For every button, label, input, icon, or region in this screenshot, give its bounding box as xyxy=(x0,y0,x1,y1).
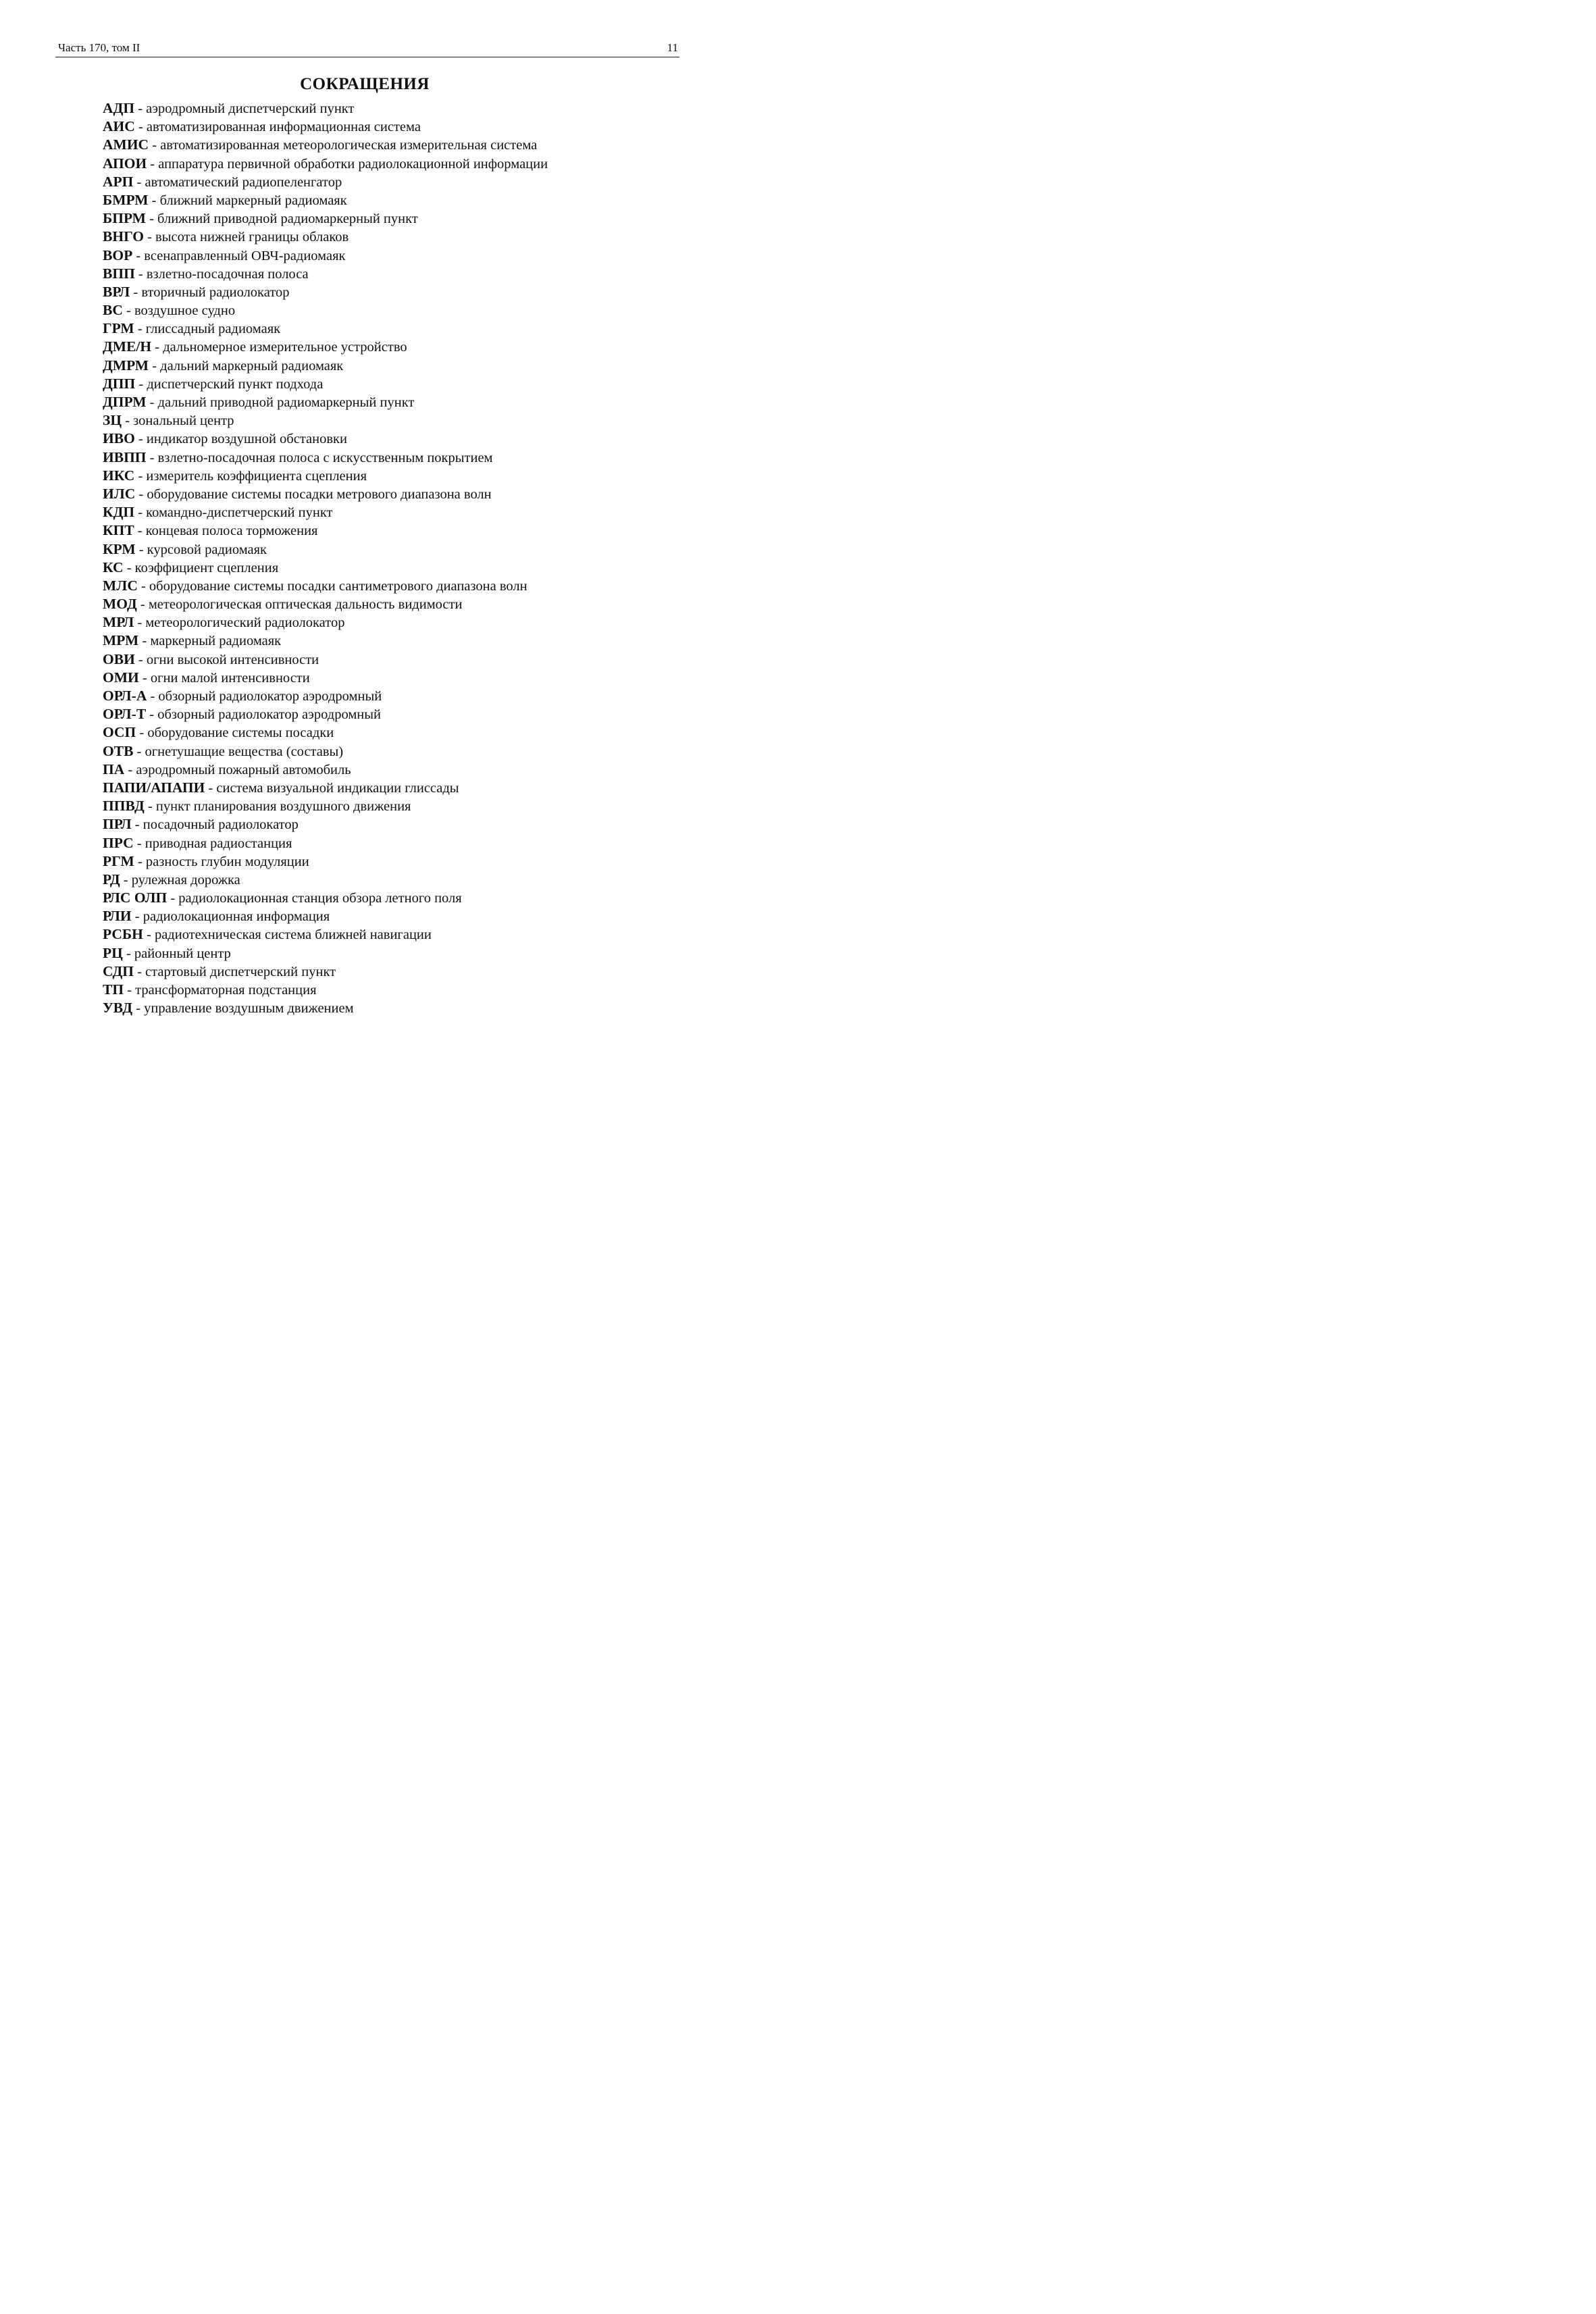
abbreviation-definition: - командно-диспетчерский пункт xyxy=(134,505,333,521)
abbreviation-entry xyxy=(103,577,697,595)
abbreviation-definition: - управление воздушным движением xyxy=(132,1001,354,1017)
abbreviation-entry xyxy=(103,411,697,430)
abbreviation-definition: - автоматизированная информационная система xyxy=(134,120,421,135)
abbreviation-definition: - оборудование системы посадки xyxy=(136,725,334,741)
abbreviation-definition: - метеорологический радиолокатор xyxy=(134,615,345,631)
abbreviation-entry xyxy=(103,338,697,356)
page-number: 11 xyxy=(667,41,678,54)
abbreviation-term: ОВИ xyxy=(103,650,135,667)
abbreviation-definition: - зональный центр xyxy=(122,413,234,429)
abbreviation-definition: - вторичный радиолокатор xyxy=(130,284,290,300)
abbreviation-entry xyxy=(103,467,697,485)
abbreviation-term: РЛИ xyxy=(103,908,132,925)
abbreviation-term: АПОИ xyxy=(103,155,147,172)
abbreviation-term: АДП xyxy=(103,100,135,116)
abbreviation-definition: - дальний приводной радиомаркерный пункт xyxy=(146,395,415,410)
running-header: Часть 170, том II xyxy=(58,41,140,54)
abbreviation-term: ВПП xyxy=(103,265,135,282)
abbreviation-term: БМРМ xyxy=(103,191,149,208)
abbreviation-definition: - обзорный радиолокатор аэродромный xyxy=(147,689,382,704)
abbreviation-definition: - взлетно-посадочная полоса xyxy=(134,266,309,282)
abbreviation-definition: - радиолокационная информация xyxy=(131,909,330,925)
abbreviation-definition: - измеритель коэффициента сцепления xyxy=(134,468,367,484)
abbreviation-entry xyxy=(103,301,697,319)
abbreviation-definition: - метеорологическая оптическая дальность видимости xyxy=(136,597,463,613)
abbreviation-term: ТП xyxy=(103,981,124,998)
abbreviation-term: РГМ xyxy=(103,852,134,869)
abbreviation-definition: - огни малой интенсивности xyxy=(138,670,310,686)
abbreviation-entry xyxy=(103,742,697,761)
abbreviation-entry xyxy=(103,375,697,393)
abbreviation-definition: - аэродромный пожарный автомобиль xyxy=(124,762,351,777)
abbreviation-definition: - автоматизированная метеорологическая измерительная система xyxy=(149,138,538,153)
abbreviation-entry xyxy=(103,889,697,907)
abbreviation-entry xyxy=(103,981,697,999)
abbreviation-term: ДПРМ xyxy=(103,394,147,410)
abbreviation-term: ОРЛ-А xyxy=(103,688,147,704)
abbreviation-definition: - радиолокационная станция обзора летного поля xyxy=(167,891,462,906)
abbreviation-entry xyxy=(103,191,697,209)
abbreviation-entry xyxy=(103,632,697,650)
abbreviation-term: ОТВ xyxy=(103,742,134,759)
abbreviation-entry xyxy=(103,136,697,154)
abbreviation-term: РСБН xyxy=(103,926,143,943)
abbreviation-entry xyxy=(103,247,697,265)
abbreviation-entry xyxy=(103,503,697,521)
abbreviation-definition: - огни высокой интенсивности xyxy=(134,652,319,667)
abbreviation-term: ПРЛ xyxy=(103,816,132,833)
abbreviation-definition: - аппаратура первичной обработки радиолокационной информации xyxy=(147,156,548,172)
abbreviation-entry xyxy=(103,209,697,228)
abbreviation-entry xyxy=(103,155,697,173)
abbreviation-definition: - концевая полоса торможения xyxy=(134,523,318,539)
abbreviation-term: РД xyxy=(103,871,120,888)
document-page xyxy=(0,0,729,1058)
abbreviation-term: ПАПИ/АПАПИ xyxy=(103,779,205,796)
abbreviation-entry xyxy=(103,999,697,1017)
abbreviation-term: МОД xyxy=(103,596,137,613)
abbreviation-entry xyxy=(103,393,697,411)
abbreviation-definition: - огнетушащие вещества (составы) xyxy=(133,744,344,759)
abbreviation-definition: - автоматический радиопеленгатор xyxy=(133,174,342,190)
abbreviation-term: КДП xyxy=(103,504,135,521)
abbreviation-term: ВС xyxy=(103,302,123,319)
abbreviation-definition: - система визуальной индикации глиссады xyxy=(205,780,459,796)
abbreviation-definition: - рулежная дорожка xyxy=(120,872,240,888)
abbreviation-term: ЗЦ xyxy=(103,412,122,429)
abbreviation-term: ИВПП xyxy=(103,448,147,465)
abbreviation-entry xyxy=(103,283,697,301)
abbreviation-entry xyxy=(103,871,697,889)
abbreviation-definition: - дальний маркерный радиомаяк xyxy=(149,358,344,374)
abbreviation-term: ДМРМ xyxy=(103,357,149,374)
abbreviation-term: ДМЕ/Н xyxy=(103,338,152,355)
abbreviation-term: КПТ xyxy=(103,522,134,539)
abbreviation-entry xyxy=(103,797,697,815)
page-title: СОКРАЩЕНИЯ xyxy=(300,75,430,93)
abbreviation-definition: - пункт планирования воздушного движения xyxy=(144,799,411,815)
abbreviation-term: ВРЛ xyxy=(103,283,130,300)
abbreviation-definition: - маркерный радиомаяк xyxy=(138,634,282,649)
abbreviation-entry xyxy=(103,962,697,981)
abbreviation-term: ИКС xyxy=(103,467,135,484)
abbreviation-term: АМИС xyxy=(103,136,149,153)
abbreviation-term: ПРС xyxy=(103,834,134,851)
abbreviation-definition: - взлетно-посадочная полоса с искусственным покрытием xyxy=(146,450,493,465)
abbreviation-entry xyxy=(103,485,697,503)
abbreviation-term: ИВО xyxy=(103,430,135,447)
abbreviation-entry xyxy=(103,99,697,118)
abbreviation-entry xyxy=(103,944,697,962)
abbreviation-definition: - дальномерное измерительное устройство xyxy=(151,340,407,355)
abbreviation-definition: - индикатор воздушной обстановки xyxy=(134,432,347,447)
abbreviation-term: ВНГО xyxy=(103,228,144,245)
abbreviation-term: АРП xyxy=(103,173,134,190)
abbreviation-entry xyxy=(103,319,697,338)
abbreviation-entry xyxy=(103,761,697,779)
abbreviation-definition: - трансформаторная подстанция xyxy=(124,983,317,998)
abbreviation-term: МРМ xyxy=(103,632,139,649)
abbreviation-term: КС xyxy=(103,559,124,575)
abbreviation-definition: - коэффициент сцепления xyxy=(123,560,279,575)
abbreviation-entry xyxy=(103,521,697,540)
abbreviation-definition: - высота нижней границы облаков xyxy=(143,230,349,245)
abbreviation-term: ОРЛ-Т xyxy=(103,706,147,723)
abbreviation-entry xyxy=(103,118,697,136)
abbreviation-entry xyxy=(103,559,697,577)
abbreviation-term: КРМ xyxy=(103,540,136,557)
abbreviation-definition: - разность глубин модуляции xyxy=(134,854,309,869)
abbreviation-entry xyxy=(103,613,697,632)
abbreviation-term: ОСП xyxy=(103,724,136,741)
abbreviation-term: ОМИ xyxy=(103,669,139,686)
abbreviation-term: РЛС ОЛП xyxy=(103,890,168,906)
abbreviation-entry xyxy=(103,265,697,283)
abbreviation-term: ГРМ xyxy=(103,320,134,337)
abbreviation-entry xyxy=(103,650,697,669)
abbreviation-term: ВОР xyxy=(103,247,133,263)
abbreviation-term: СДП xyxy=(103,962,134,979)
abbreviation-entry xyxy=(103,705,697,723)
abbreviation-entry xyxy=(103,723,697,742)
abbreviation-definition: - воздушное судно xyxy=(122,303,236,319)
abbreviation-definition: - курсовой радиомаяк xyxy=(135,542,267,557)
abbreviation-entry xyxy=(103,779,697,797)
abbreviation-term: РЦ xyxy=(103,944,123,961)
abbreviation-entry xyxy=(103,430,697,448)
abbreviation-definition: - приводная радиостанция xyxy=(133,835,292,851)
abbreviation-definition: - районный центр xyxy=(122,946,231,961)
abbreviation-term: МЛС xyxy=(103,577,138,594)
abbreviation-definition: - радиотехническая система ближней навигации xyxy=(143,927,432,943)
abbreviation-term: ИЛС xyxy=(103,485,136,502)
abbreviation-term: ПА xyxy=(103,761,125,777)
abbreviation-term: ППВД xyxy=(103,798,145,815)
abbreviation-term: ДПП xyxy=(103,375,136,392)
abbreviation-entry xyxy=(103,907,697,925)
abbreviation-entry xyxy=(103,834,697,852)
abbreviation-list xyxy=(103,99,697,1017)
abbreviation-entry xyxy=(103,925,697,944)
abbreviation-entry xyxy=(103,540,697,559)
abbreviation-term: БПРМ xyxy=(103,210,146,227)
abbreviation-term: АИС xyxy=(103,118,135,135)
abbreviation-definition: - всенаправленный ОВЧ-радиомаяк xyxy=(132,248,346,263)
abbreviation-term: УВД xyxy=(103,1000,133,1017)
abbreviation-definition: - оборудование системы посадки сантиметрового диапазона волн xyxy=(137,578,527,594)
abbreviation-entry xyxy=(103,687,697,705)
abbreviation-entry xyxy=(103,228,697,246)
abbreviation-definition: - глиссадный радиомаяк xyxy=(134,322,281,337)
abbreviation-definition: - оборудование системы посадки метрового диапазона волн xyxy=(135,486,492,502)
abbreviation-term: МРЛ xyxy=(103,614,134,631)
abbreviation-definition: - ближний маркерный радиомаяк xyxy=(148,192,347,208)
abbreviation-entry xyxy=(103,448,697,467)
abbreviation-entry xyxy=(103,815,697,833)
abbreviation-entry xyxy=(103,595,697,613)
abbreviation-entry xyxy=(103,852,697,871)
abbreviation-entry xyxy=(103,357,697,375)
abbreviation-entry xyxy=(103,669,697,687)
abbreviation-definition: - аэродромный диспетчерский пункт xyxy=(134,101,355,116)
abbreviation-definition: - посадочный радиолокатор xyxy=(131,817,299,833)
abbreviation-entry xyxy=(103,173,697,191)
abbreviation-definition: - стартовый диспетчерский пункт xyxy=(133,964,336,979)
abbreviation-definition: - диспетчерский пункт подхода xyxy=(135,376,324,392)
abbreviation-definition: - ближний приводной радиомаркерный пункт xyxy=(145,211,418,227)
abbreviation-definition: - обзорный радиолокатор аэродромный xyxy=(146,707,382,723)
